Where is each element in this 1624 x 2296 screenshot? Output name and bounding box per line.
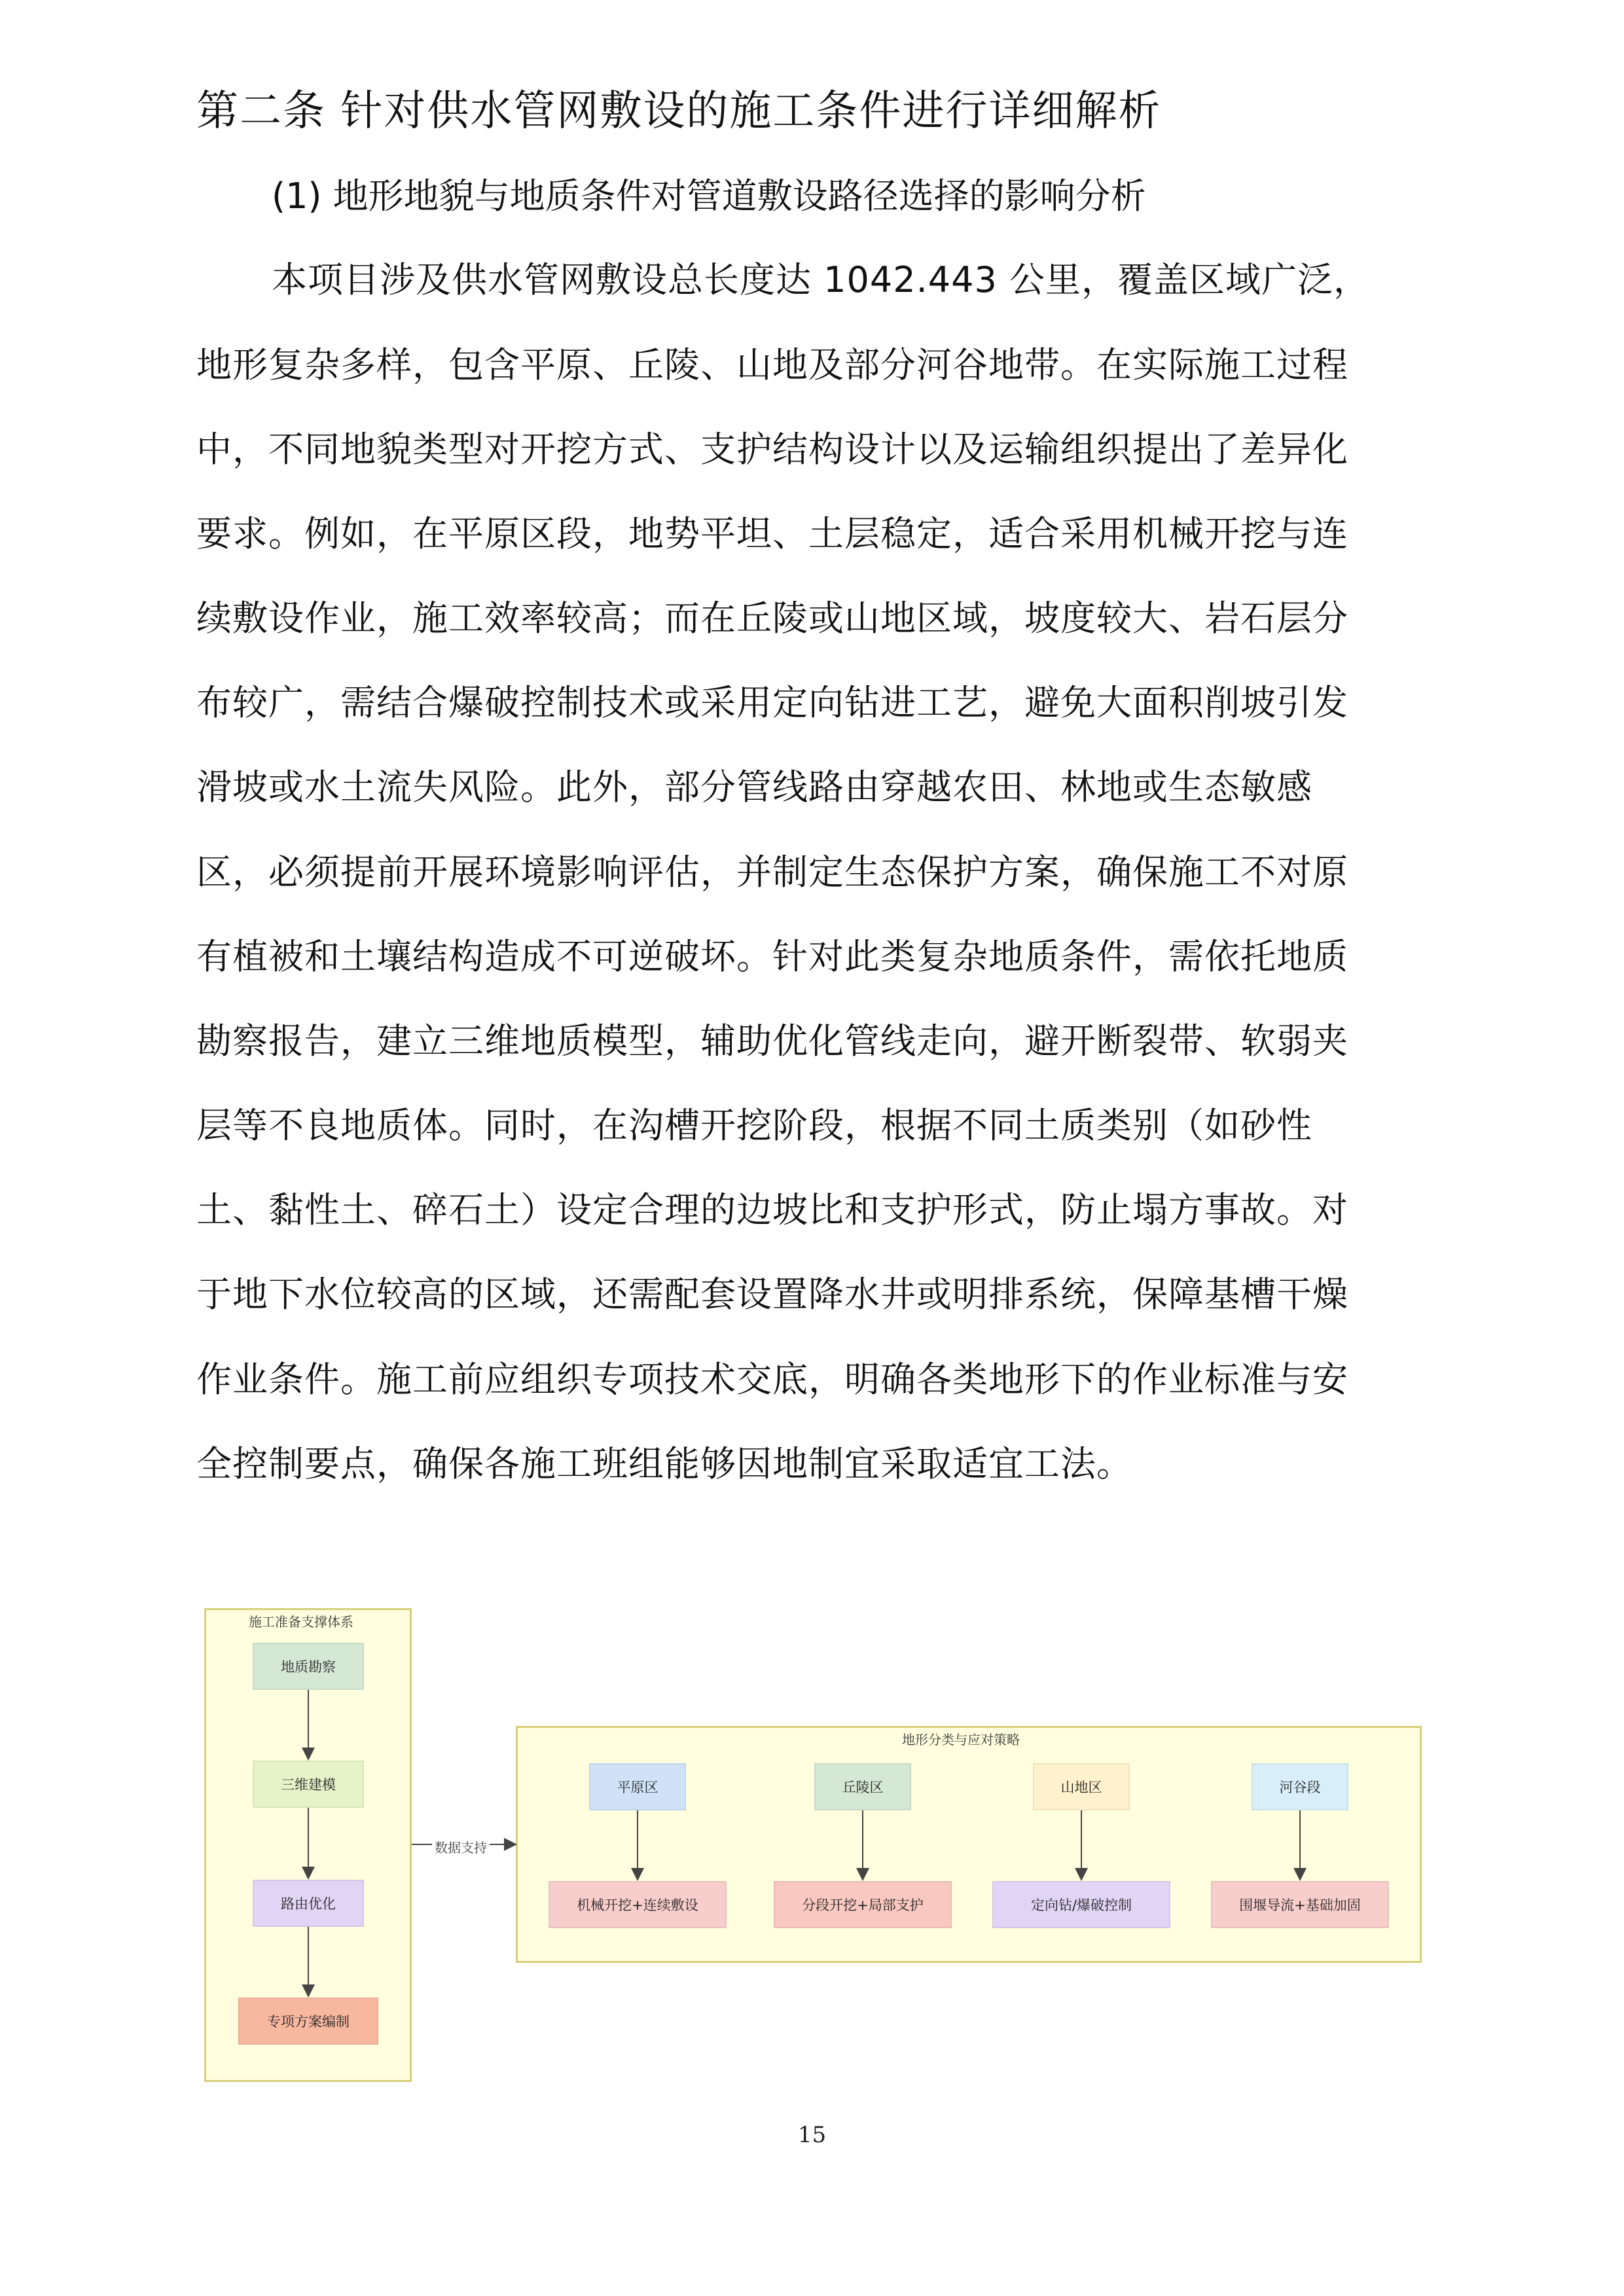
paragraph-line: 布较广，需结合爆破控制技术或采用定向钻进工艺，避免大面积削坡引发	[196, 682, 1348, 723]
paragraph-line: 有植被和土壤结构造成不可逆破坏。针对此类复杂地质条件，需依托地质	[196, 936, 1348, 977]
data-support-label: 数据支持	[432, 1836, 490, 1857]
paragraph-line: 层等不良地质体。同时，在沟槽开挖阶段，根据不同土质类别（如砂性	[196, 1105, 1312, 1146]
paragraph-line: 全控制要点，确保各施工班组能够因地制宜采取适宜工法。	[196, 1443, 1132, 1484]
paragraph-line: 地形复杂多样，包含平原、丘陵、山地及部分河谷地带。在实际施工过程	[196, 344, 1348, 386]
page-number: 15	[797, 2122, 827, 2148]
river-valley-node: 河谷段	[1252, 1763, 1348, 1810]
paragraph-line: 土、黏性土、碎石土）设定合理的边坡比和支护形式，防止塌方事故。对	[196, 1189, 1348, 1230]
support-system-title: 施工准备支撑体系	[249, 1614, 353, 1630]
special-plan-node: 专项方案编制	[238, 1998, 378, 2045]
paragraph-line: 要求。例如，在平原区段，地势平坦、土层稳定，适合采用机械开挖与连	[196, 513, 1348, 554]
paragraph-line: 续敷设作业，施工效率较高；而在丘陵或山地区域，坡度较大、岩石层分	[196, 598, 1348, 639]
paragraph-line: 滑坡或水土流失风险。此外，部分管线路由穿越农田、林地或生态敏感	[196, 766, 1312, 808]
paragraph-line: 中，不同地貌类型对开挖方式、支护结构设计以及运输组织提出了差异化	[196, 429, 1348, 470]
hill-area-node: 丘陵区	[814, 1763, 911, 1810]
strategy-cofferdam-node: 围堰导流+基础加固	[1211, 1881, 1389, 1928]
paragraph-line: 区，必须提前开展环境影响评估，并制定生态保护方案，确保施工不对原	[196, 852, 1348, 893]
strategy-staged-node: 分段开挖+局部支护	[774, 1881, 952, 1928]
plain-area-node: 平原区	[589, 1763, 686, 1810]
paragraph-line: 本项目涉及供水管网敷设总长度达 1042.443 公里，覆盖区域广泛，	[272, 259, 1369, 300]
mountain-area-node: 山地区	[1033, 1763, 1130, 1810]
paragraph-line: 作业条件。施工前应组织专项技术交底，明确各类地形下的作业标准与安	[196, 1359, 1348, 1400]
paragraph-line: 于地下水位较高的区域，还需配套设置降水井或明排系统，保障基槽干燥	[196, 1274, 1348, 1315]
strategy-drilling-node: 定向钻/爆破控制	[992, 1881, 1170, 1928]
strategy-mechanical-node: 机械开挖+连续敷设	[549, 1881, 727, 1928]
3d-modeling-node: 三维建模	[253, 1761, 364, 1808]
subsection-heading: (1) 地形地貌与地质条件对管道敷设路径选择的影响分析	[272, 175, 1146, 217]
section-heading: 第二条 针对供水管网敷设的施工条件进行详细解析	[196, 87, 1162, 135]
terrain-strategy-title: 地形分类与应对策略	[902, 1732, 1020, 1748]
geological-survey-node: 地质勘察	[253, 1643, 364, 1690]
paragraph-line: 勘察报告，建立三维地质模型，辅助优化管线走向，避开断裂带、软弱夹	[196, 1020, 1348, 1062]
route-optimization-node: 路由优化	[253, 1880, 364, 1927]
